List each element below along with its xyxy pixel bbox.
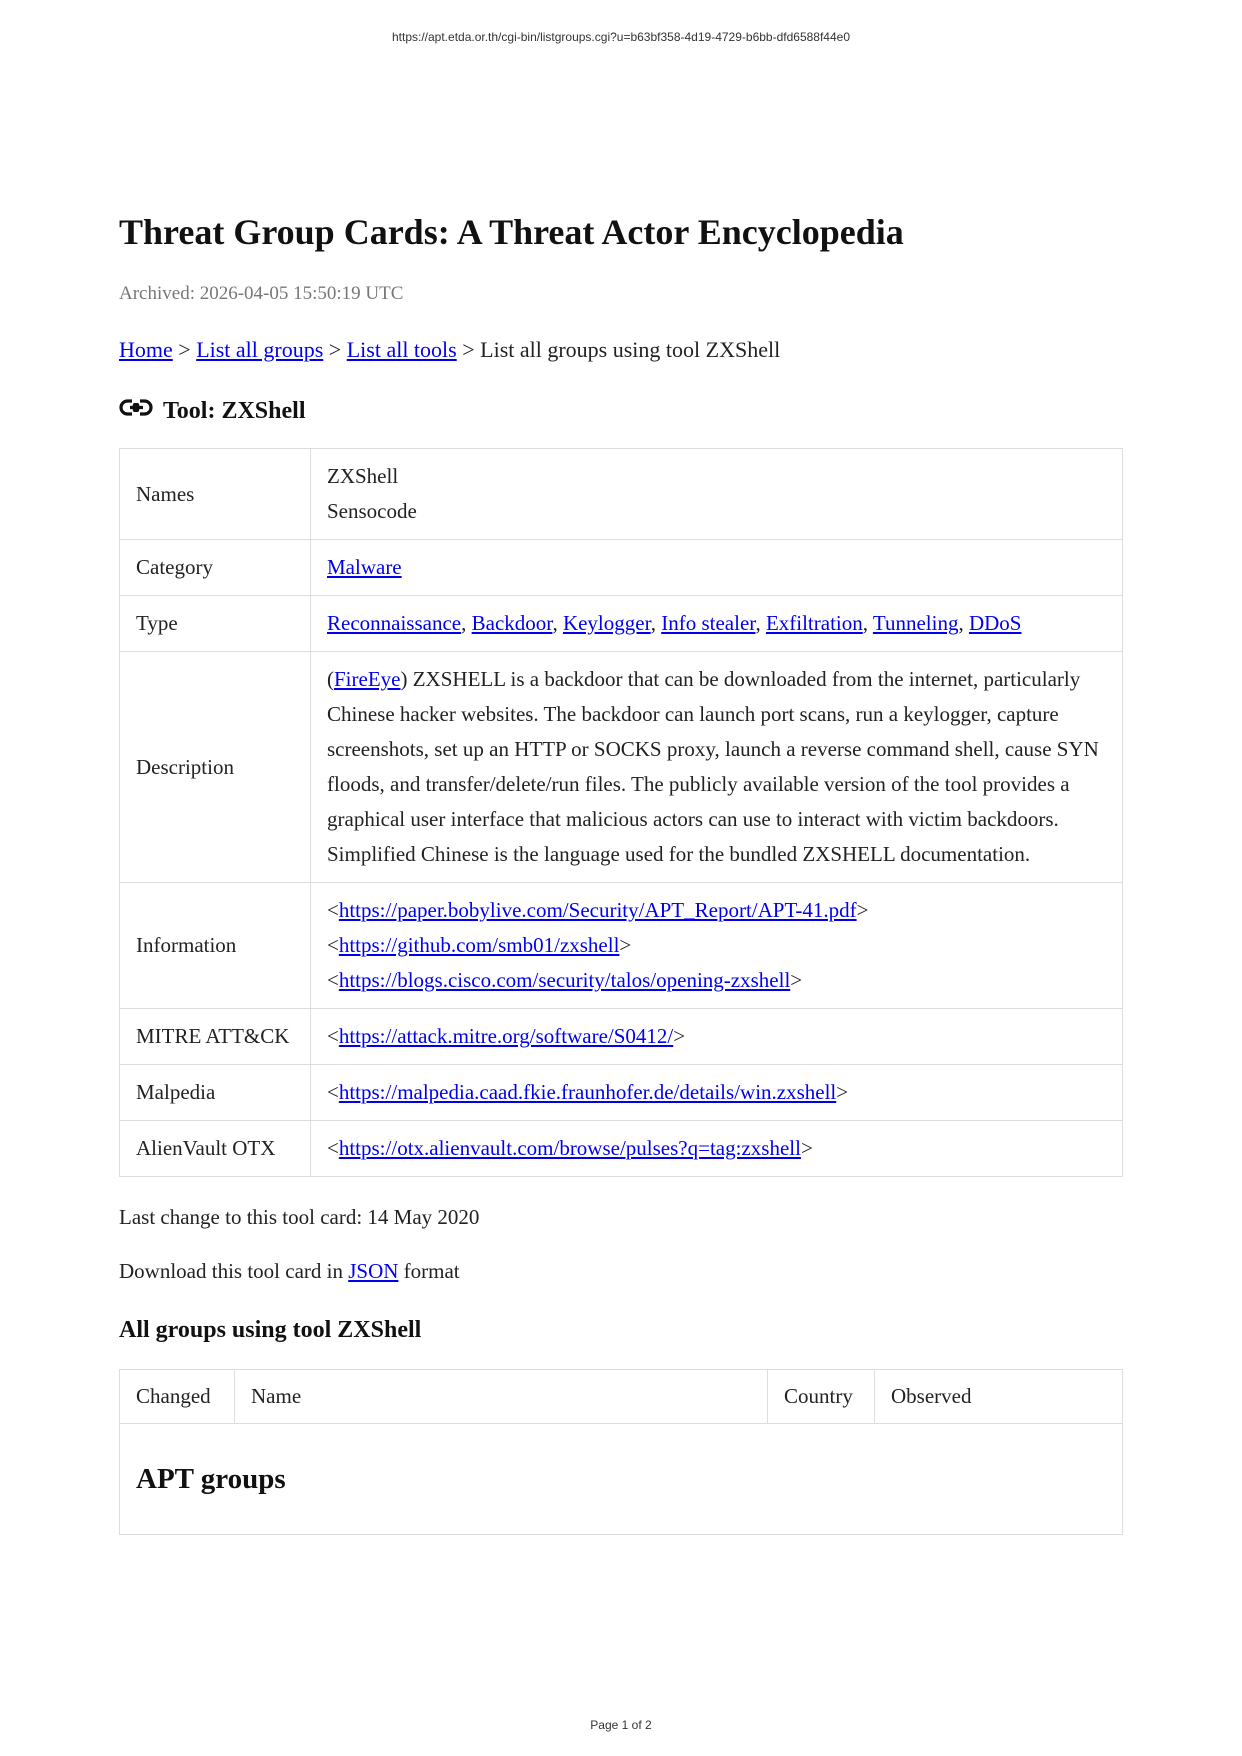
print-header-url: https://apt.etda.or.th/cgi-bin/listgroups.cgi?u=b63bf358-4d19-4729-b6bb-dfd6588f44e0 (391, 30, 850, 44)
angle-close: > (800, 1136, 813, 1160)
angle-open: < (327, 1136, 339, 1160)
table-row (120, 449, 1123, 540)
mitre-cell (311, 1009, 1123, 1065)
information-link[interactable]: https://blogs.cisco.com/security/talos/opening-zxshell (338, 968, 791, 992)
table-row (120, 883, 1123, 1009)
type-link-ddos[interactable]: DDoS (968, 611, 1022, 635)
type-link-info-stealer[interactable]: Info stealer (661, 611, 756, 635)
type-separator: , (755, 611, 766, 635)
information-item (327, 893, 1106, 928)
type-cell (311, 596, 1123, 652)
breadcrumb-current: List all groups using tool ZXShell (480, 337, 781, 362)
breadcrumb-list-groups-link[interactable]: List all groups (196, 337, 324, 362)
download-suffix: format (398, 1259, 460, 1283)
type-separator: , (461, 611, 472, 635)
type-separator: , (650, 611, 662, 635)
description-label: Description (120, 652, 311, 883)
names-cell (311, 449, 1123, 540)
link-icon (119, 396, 155, 426)
information-label: Information (120, 883, 311, 1009)
table-row (120, 1009, 1123, 1065)
download-line (119, 1257, 1123, 1285)
name-value: ZXShell (327, 464, 399, 488)
page-title: Threat Group Cards: A Threat Actor Encyclopedia (119, 212, 904, 252)
breadcrumb-separator: > (328, 337, 342, 362)
information-link[interactable]: https://paper.bobylive.com/Security/APT_Report/APT-41.pdf (338, 898, 857, 922)
malpedia-link[interactable]: https://malpedia.caad.fkie.fraunhofer.de/details/win.zxshell (338, 1080, 837, 1104)
information-item (327, 963, 1106, 998)
last-change-text: Last change to this tool card: 14 May 2020 (119, 1205, 480, 1229)
mitre-link[interactable]: https://attack.mitre.org/software/S0412/ (338, 1024, 674, 1048)
tool-heading-text: Tool: ZXShell (163, 398, 306, 424)
information-cell (311, 883, 1123, 1009)
table-row (120, 540, 1123, 596)
name-value: Sensocode (327, 499, 417, 523)
description-source-link[interactable]: FireEye (334, 667, 401, 691)
type-separator: , (552, 611, 563, 635)
type-link-keylogger[interactable]: Keylogger (562, 611, 651, 635)
page-number: Page 1 of 2 (590, 1718, 652, 1732)
column-header-observed[interactable]: Observed (875, 1370, 1123, 1424)
category-link[interactable]: Malware (327, 555, 402, 579)
malpedia-cell (311, 1065, 1123, 1121)
type-separator: , (862, 611, 873, 635)
download-prefix: Download this tool card in (119, 1259, 349, 1283)
apt-groups-section-heading: APT groups (120, 1424, 1123, 1535)
column-header-changed[interactable]: Changed (120, 1370, 235, 1424)
angle-close: > (856, 898, 869, 922)
page-content (119, 210, 1123, 1535)
otx-label: AlienVault OTX (120, 1121, 311, 1177)
type-link-backdoor[interactable]: Backdoor (471, 611, 553, 635)
angle-open: < (327, 1080, 339, 1104)
table-row (120, 596, 1123, 652)
otx-link[interactable]: https://otx.alienvault.com/browse/pulses?q=tag:zxshell (338, 1136, 801, 1160)
category-cell (311, 540, 1123, 596)
malpedia-label: Malpedia (120, 1065, 311, 1121)
angle-close: > (836, 1080, 849, 1104)
type-link-tunneling[interactable]: Tunneling (872, 611, 959, 635)
table-row (120, 652, 1123, 883)
information-item (327, 928, 1106, 963)
groups-table-header-row (120, 1370, 1123, 1424)
breadcrumb-home-link[interactable]: Home (119, 337, 173, 362)
table-row (120, 1065, 1123, 1121)
breadcrumb (119, 336, 1123, 364)
groups-section-title: All groups using tool ZXShell (119, 1317, 422, 1343)
table-row (120, 1121, 1123, 1177)
description-text: ) ZXSHELL is a backdoor that can be downloaded from the internet, particularly Chinese hacker websites. The backdoor can launch port scans, run a keylogger, capture screenshots, set up an HTTP or SOCKS proxy, launch a reverse command shell, cause SYN floods, and transfer/delete/run files. The publicly available version of the tool provides a graphical user interface that malicious actors can use to interact with victim backdoors. Simplified Chinese is the language used for the bundled ZXSHELL documentation. (327, 667, 1099, 866)
angle-close: > (673, 1024, 686, 1048)
type-link-exfiltration[interactable]: Exfiltration (765, 611, 863, 635)
angle-open: < (327, 1024, 339, 1048)
type-separator: , (958, 611, 969, 635)
breadcrumb-separator: > (178, 337, 191, 362)
angle-close: > (619, 933, 632, 957)
column-header-name[interactable]: Name (235, 1370, 768, 1424)
description-cell (311, 652, 1123, 883)
angle-open: < (327, 898, 339, 922)
column-header-country[interactable]: Country (768, 1370, 875, 1424)
archived-timestamp: Archived: 2026-04-05 15:50:19 UTC (119, 283, 404, 304)
breadcrumb-separator: > (462, 337, 475, 362)
otx-cell (311, 1121, 1123, 1177)
type-label: Type (120, 596, 311, 652)
names-label: Names (120, 449, 311, 540)
angle-close: > (790, 968, 803, 992)
groups-table (119, 1369, 1123, 1535)
tool-heading (119, 396, 1123, 426)
table-row (120, 1424, 1123, 1535)
type-link-reconnaissance[interactable]: Reconnaissance (327, 611, 462, 635)
download-json-link[interactable]: JSON (348, 1259, 399, 1283)
tool-card-table (119, 448, 1123, 1177)
angle-open: < (327, 933, 339, 957)
breadcrumb-list-tools-link[interactable]: List all tools (346, 337, 457, 362)
mitre-label: MITRE ATT&CK (120, 1009, 311, 1065)
angle-open: < (327, 968, 339, 992)
description-open-paren: ( (327, 667, 334, 691)
category-label: Category (120, 540, 311, 596)
information-link[interactable]: https://github.com/smb01/zxshell (338, 933, 620, 957)
